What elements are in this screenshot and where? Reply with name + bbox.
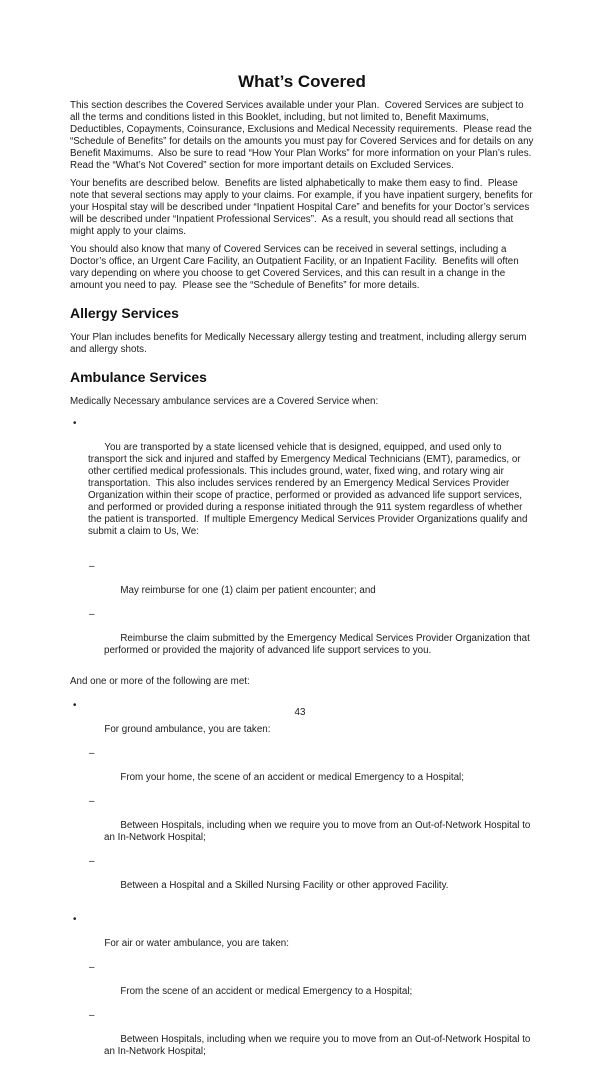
ambulance-connector-text: And one or more of the following are met: — [70, 676, 250, 687]
bullet-icon: • — [73, 418, 77, 429]
list-item-ground-case — [70, 748, 534, 796]
list-item-text: For ground ambulance, you are taken: — [104, 724, 271, 735]
bullet-icon: • — [73, 700, 77, 711]
dash-icon: – — [89, 856, 95, 867]
dash-icon: – — [89, 609, 95, 620]
list-item-ground-case — [70, 796, 534, 856]
section-heading-allergy-services: Allergy Services — [70, 305, 179, 321]
intro-paragraph-1: This section describes the Covered Services available under your Plan. Covered Services are subject to all the terms and conditions listed in this Booklet, including, but not limited to, Benefit Maximums, Deductibles, Copayments, Coinsurance, Exclusions and Medical Necessity requirements. Please read the “Schedule of Benefits” for details on the amounts you must pay for Covered Services and for details on any Benefit Maximums. Also be sure to read “How Your Plan Works” for more information on your Plan’s rules. Read the “What’s Not Covered” section for more important details on Excluded Services. — [70, 100, 537, 171]
ambulance-intro: Medically Necessary ambulance services are a Covered Service when: — [70, 396, 379, 407]
dash-icon: – — [89, 962, 95, 973]
list-item-air-case — [70, 1010, 534, 1070]
list-item-claim-rule — [70, 609, 534, 669]
list-item-air-case — [70, 962, 534, 1010]
page-title: What’s Covered — [238, 72, 366, 91]
list-item-text: You are transported by a state licensed vehicle that is designed, equipped, and used only to transport the sick and injured and staffed by Emergency Medical Technicians (EMT), paramedics, or other certified medical professionals. This includes ground, water, fixed wing, and rotary wing air transportation. This also includes services rendered by an Emergency Medical Services Provider Organization within their scope of practice, performed or provided as advanced life support services, and performed or provided during a response initiated through the 911 system regardless of whether the patient is transported. If multiple Emergency Medical Services Provider Organizations qualify and submit a claim to Us, We: — [88, 442, 531, 537]
intro-paragraph-2: Your benefits are described below. Benefits are listed alphabetically to make them easy to find. Please note that several sections may apply to your claims. For example, if you have inpatient surgery, benefits for your Hospital stay will be described under “Inpatient Hospital Care” and benefits for your Doctor’s services will be described under “Inpatient Professional Services”. As a result, you should read all sections that might apply to your claims. — [70, 178, 536, 237]
list-item-transport — [70, 418, 534, 550]
list-item-text: From your home, the scene of an accident or medical Emergency to a Hospital; — [120, 772, 464, 783]
list-item-claim-rule — [70, 561, 534, 609]
list-item-text: May reimburse for one (1) claim per patient encounter; and — [120, 585, 376, 596]
dash-icon: – — [89, 1010, 95, 1021]
list-item-text: Reimburse the claim submitted by the Emergency Medical Services Provider Organization that performed or provided the majority of advanced life support services to you. — [104, 633, 533, 656]
section-heading-ambulance-services: Ambulance Services — [70, 369, 207, 385]
list-item-text: For air or water ambulance, you are taken: — [104, 938, 289, 949]
list-item-text: From the scene of an accident or medical Emergency to a Hospital; — [120, 986, 413, 997]
list-item-ground-case — [70, 856, 534, 904]
bullet-icon: • — [73, 914, 77, 925]
list-item-air-water-ambulance — [70, 914, 534, 962]
list-item-text: Between Hospitals, including when we require you to move from an Out-of-Network Hospital to an In-Network Hospital; — [104, 820, 534, 843]
dash-icon: – — [89, 561, 95, 572]
list-item-text: Between Hospitals, including when we require you to move from an Out-of-Network Hospital to an In-Network Hospital; — [104, 1034, 534, 1057]
dash-icon: – — [89, 748, 95, 759]
intro-paragraph-3: You should also know that many of Covered Services can be received in several settings, including a Doctor’s office, an Urgent Care Facility, an Outpatient Facility, or an Inpatient Facility. Benefits will often vary depending on where you choose to get Covered Services, and this can result in a change in the amount you need to pay. Please see the “Schedule of Benefits” for more details. — [70, 244, 522, 291]
allergy-services-body: Your Plan includes benefits for Medically Necessary allergy testing and treatment, including allergy serum and allergy shots. — [70, 332, 530, 355]
page-number: 43 — [294, 707, 306, 718]
dash-icon: – — [89, 796, 95, 807]
list-item-text: Between a Hospital and a Skilled Nursing Facility or other approved Facility. — [120, 880, 449, 891]
